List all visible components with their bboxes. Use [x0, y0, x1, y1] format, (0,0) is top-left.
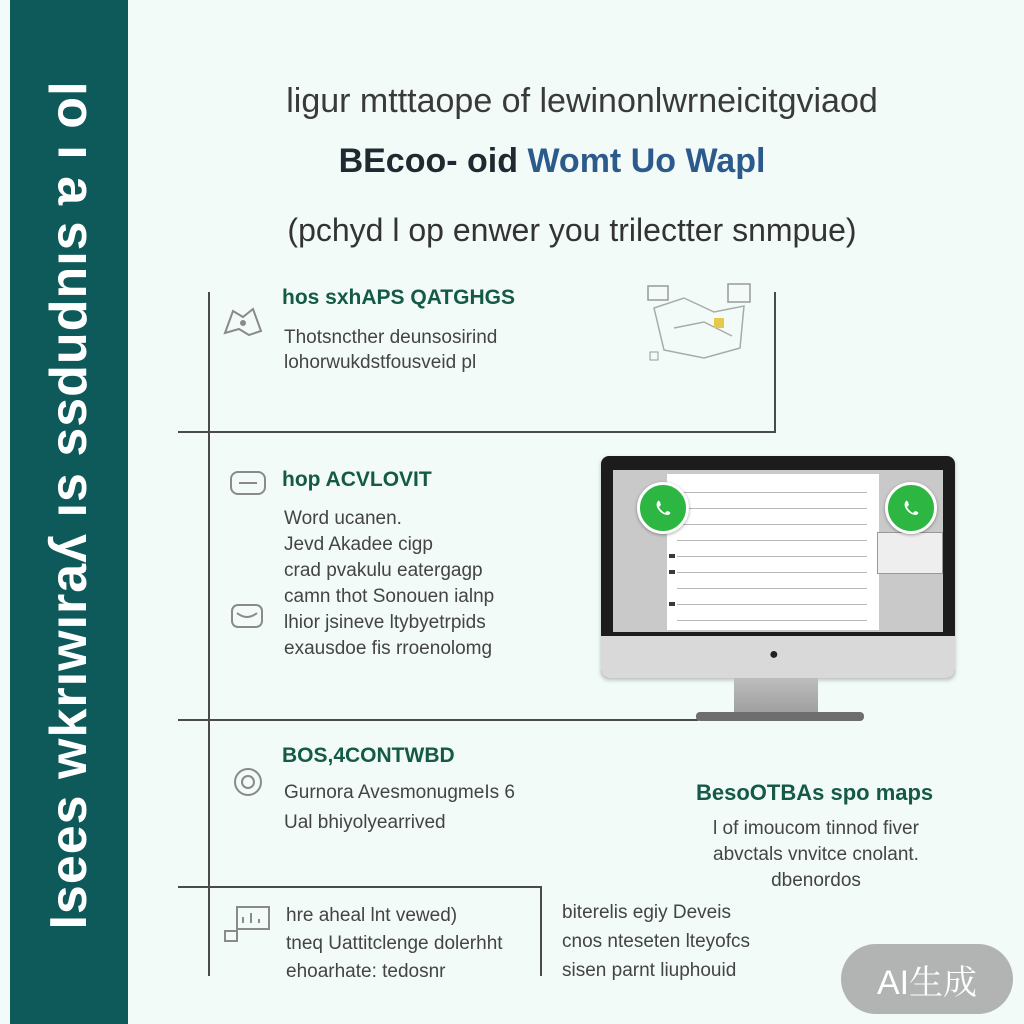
monitor-stand-base [696, 712, 864, 721]
divider-vertical-right [774, 292, 776, 432]
vertical-banner-title: Iseeѕ wkrıwıraʎ ıs ssdudnıs ɐ ı ol [40, 80, 98, 930]
clock-icon [230, 764, 266, 800]
section-5-line-1: hre aheal lnt vewed) [286, 905, 458, 926]
section-3-line-1: Gurnora AvesmonugmeIs 6 [284, 782, 515, 803]
section-1-line-1: Thotsncther deunsosirind [284, 327, 498, 348]
chat-bubble-icon [228, 468, 270, 500]
section-1-body [284, 325, 497, 375]
ai-generated-badge: AI生成 [841, 944, 1013, 1014]
section-1-heading: hos sxhAPS QATGHGS [282, 286, 515, 309]
monitor-stand [734, 678, 818, 714]
section-6-line-2: cnos nteseten lteyofcs [562, 931, 750, 952]
section-5-line-3: ehoarhate: tedosnr [286, 961, 446, 982]
section-3-line-2: Ual bhiyolyearrived [284, 812, 446, 833]
sketch-map-illustration [644, 278, 756, 364]
section-2-line-5: lhior jsineve ltybyetrpids [284, 612, 486, 633]
page-title-line-2-dark: BEcoo- oid [338, 142, 518, 180]
section-5-line-2: tneq Uattitclenge dolerhht [286, 933, 503, 954]
section-2-line-3: crad pvakulu eatergagp [284, 560, 483, 581]
section-3-body [284, 778, 515, 838]
section-2-line-2: Jevd Akadee cigp [284, 534, 433, 555]
divider-vertical-bottom [540, 886, 542, 976]
monitor-chin [601, 636, 955, 678]
apple-logo-icon: ● [769, 646, 779, 663]
page-title-line-2 [40, 142, 1024, 181]
page-title-line-1: ligur mtttaope of lewinonlwrneicitgviaod [286, 82, 878, 120]
section-2-line-1: Word ucanen. [284, 508, 402, 529]
map-icon [220, 302, 266, 342]
page-subtitle: (pchyd l op enwer you trilectter snmpue) [287, 212, 857, 248]
divider-horizontal-3 [178, 886, 542, 888]
section-6-body [562, 898, 750, 985]
whatsapp-icon-right [885, 482, 937, 534]
section-2-line-6: exausdoe fis rroenolomg [284, 638, 493, 659]
section-4-body [696, 816, 936, 894]
section-2-heading: hop ACVLOVIT [282, 468, 432, 491]
section-2-line-4: camn thot Sonouen ialnp [284, 586, 495, 607]
chart-icon [222, 902, 274, 946]
section-5-body [286, 902, 503, 986]
section-2-body [284, 506, 494, 662]
section-6-line-1: biterelis egiy Deveis [562, 902, 731, 923]
timeline-vertical-line [208, 292, 210, 976]
divider-horizontal-1 [178, 431, 776, 433]
section-4-line-2: abvctals vnvitce cnolant. [713, 844, 919, 865]
section-6-line-3: sisen parnt liuphouid [562, 960, 737, 981]
section-3-heading: BOS,4CONTWBD [282, 744, 455, 767]
page-title-line-2-accent: Womt Uo Wapl [527, 142, 766, 180]
section-1-line-2: lohorwukdstfousveid pl [284, 352, 477, 373]
popup-window [877, 532, 943, 574]
monitor-illustration [601, 456, 955, 678]
envelope-icon [228, 598, 268, 634]
section-4-line-3: dbenordos [771, 870, 861, 891]
section-4-heading: BesoOTBAs spo maps [696, 780, 934, 805]
document-preview [667, 474, 879, 630]
divider-horizontal-2 [178, 719, 698, 721]
whatsapp-icon [637, 482, 689, 534]
section-4-line-1: l of imoucom tinnod fiver [713, 818, 919, 839]
